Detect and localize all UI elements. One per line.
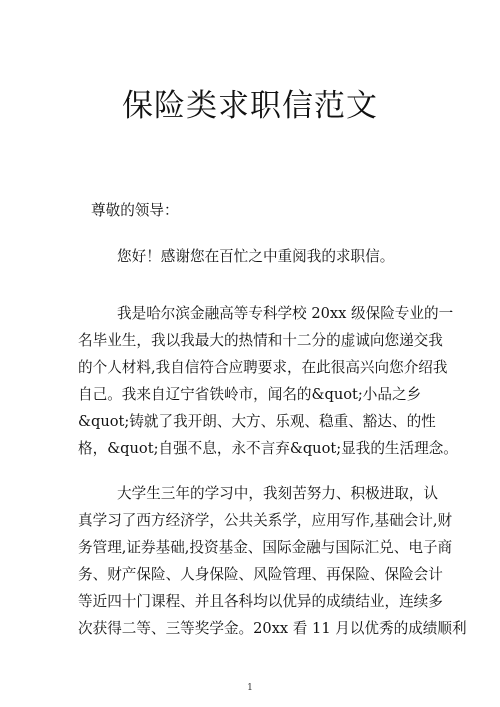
paragraph-line: 大学生三年的学习中，我刻苦努力、积极进取，认 <box>117 485 439 502</box>
paragraph-line: 我是哈尔滨金融高等专科学校 20xx 级保险专业的一 <box>117 305 454 322</box>
page-title: 保险类求职信范文 <box>122 88 378 124</box>
paragraph-line: 的个人材料,我自信符合应聘要求，在此很高兴向您介绍我 <box>78 359 448 376</box>
paragraph-line: 格，&quot;自强不息，永不言弃&quot;显我的生活理念。 <box>78 440 458 457</box>
paragraph-line: &quot;铸就了我开朗、大方、乐观、稳重、豁达、的性 <box>78 413 436 430</box>
paragraph-intro <box>78 300 458 462</box>
paragraph-line: 务管理,证券基础,投资基金、国际金融与国际汇兑、电子商 <box>78 539 453 556</box>
paragraph-line: 务、财产保险、人身保险、风险管理、再保险、保险会计 <box>78 566 443 583</box>
page-number: 1 <box>247 683 253 693</box>
paragraph-study <box>78 480 467 642</box>
paragraph-line: 真学习了西方经济学，公共关系学，应用写作,基础会计,财 <box>78 512 453 529</box>
paragraph-line: 自己。我来自辽宁省铁岭市，闻名的&quot;小品之乡 <box>78 386 422 403</box>
paragraph-line: 名毕业生，我以我最大的热情和十二分的虚诚向您递交我 <box>78 332 443 349</box>
salutation: 尊敬的领导： <box>91 202 179 219</box>
greeting: 您好！感谢您在百忙之中重阅我的求职信。 <box>117 248 395 265</box>
paragraph-line: 等近四十门课程、并且各科均以优异的成绩结业，连续多 <box>78 593 443 610</box>
paragraph-line: 次获得二等、三等奖学金。20xx 看 11 月以优秀的成绩顺利 <box>78 620 467 637</box>
